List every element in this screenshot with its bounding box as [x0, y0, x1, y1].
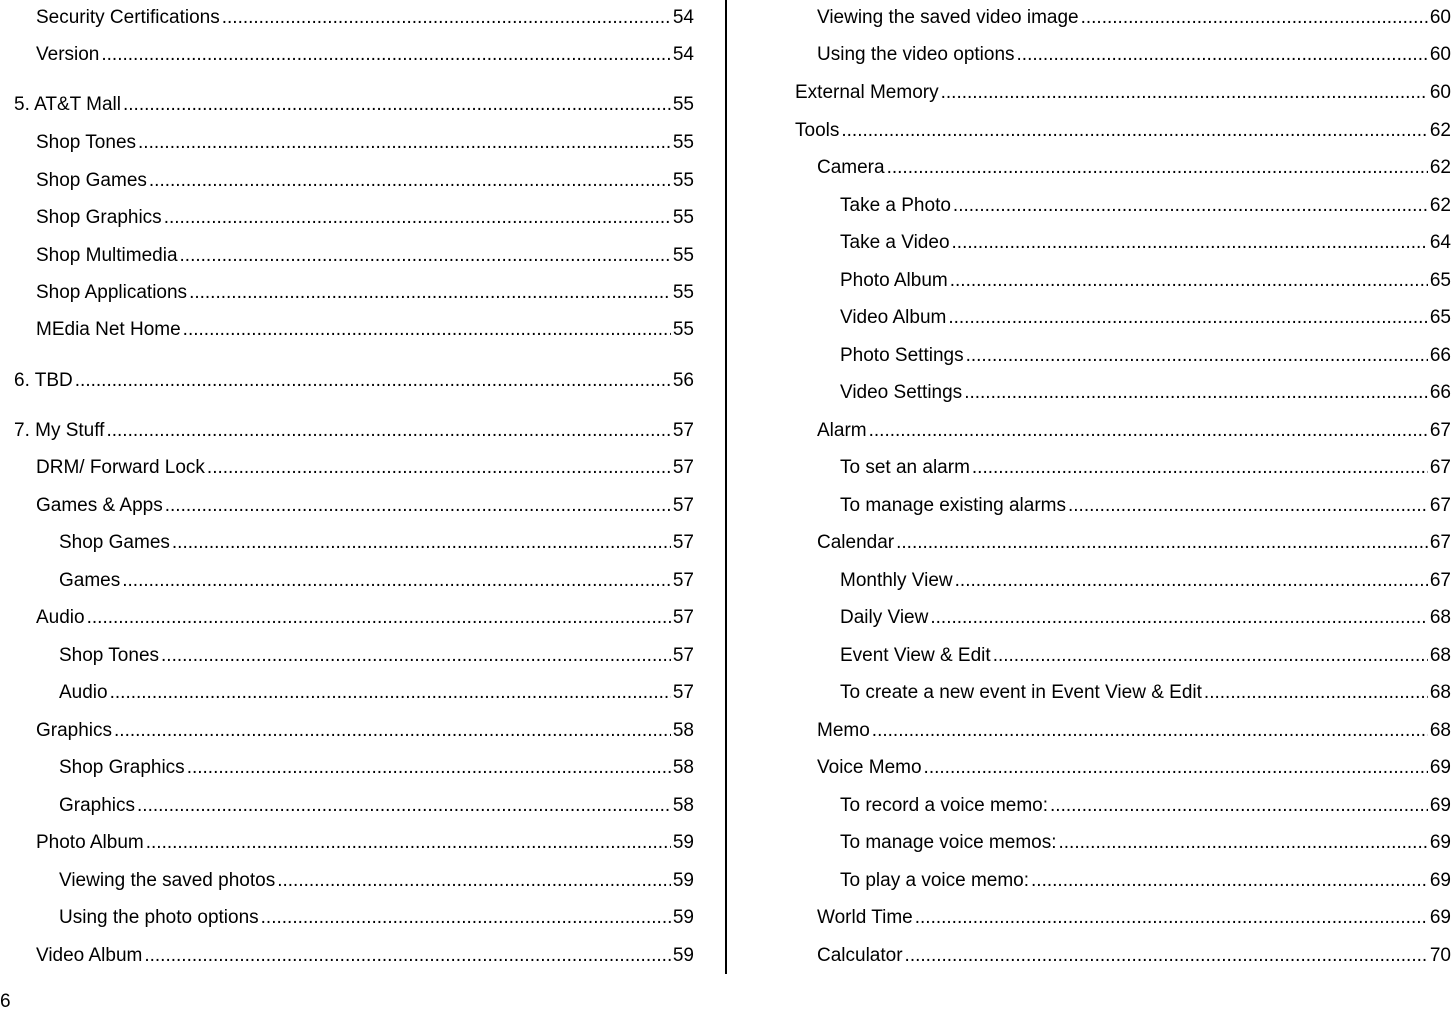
toc-entry-page: 57 — [672, 532, 694, 553]
dot-leader — [187, 755, 671, 781]
dot-leader — [1204, 680, 1428, 706]
toc-entry — [14, 317, 694, 343]
dot-leader — [137, 793, 671, 819]
toc-entry-title: External Memory — [795, 82, 939, 103]
toc-entry-title: Graphics — [59, 795, 136, 816]
dot-leader — [950, 268, 1428, 294]
toc-entry — [14, 130, 694, 156]
toc-entry — [795, 493, 1451, 519]
dot-leader — [165, 493, 671, 519]
toc-entry — [14, 92, 694, 118]
toc-entry — [14, 793, 694, 819]
toc-entry — [14, 5, 694, 31]
toc-entry-page: 55 — [672, 245, 694, 266]
toc-entry — [795, 568, 1451, 594]
toc-entry — [795, 268, 1451, 294]
toc-entry — [795, 680, 1451, 706]
toc-entry — [795, 418, 1451, 444]
dot-leader — [915, 905, 1428, 931]
toc-entry-page: 57 — [672, 495, 694, 516]
toc-entry — [14, 605, 694, 631]
toc-entry-page: 60 — [1429, 7, 1451, 28]
toc-entry-title: Photo Album — [840, 270, 948, 291]
toc-entry-page: 54 — [672, 44, 694, 65]
toc-entry-page: 55 — [672, 319, 694, 340]
toc-entry — [795, 530, 1451, 556]
toc-entry-title: DRM/ Forward Lock — [36, 457, 205, 478]
toc-entry-title: Using the photo options — [59, 907, 259, 928]
toc-entry-page: 57 — [672, 645, 694, 666]
dot-leader — [924, 755, 1428, 781]
toc-entry — [795, 455, 1451, 481]
dot-leader — [207, 455, 671, 481]
toc-entry-page: 59 — [672, 832, 694, 853]
dot-leader — [161, 643, 671, 669]
toc-entry-title: Calendar — [817, 532, 895, 553]
dot-leader — [1031, 868, 1428, 894]
dot-leader — [123, 92, 671, 118]
dot-leader — [1059, 830, 1428, 856]
toc-entry-title: Graphics — [36, 720, 113, 741]
toc-entry — [14, 530, 694, 556]
toc-entry-title: To create a new event in Event View & Edit — [840, 682, 1202, 703]
toc-entry-title: 7. My Stuff — [14, 420, 105, 441]
toc-entry-title: Shop Applications — [36, 282, 188, 303]
toc-entry-page: 55 — [672, 94, 694, 115]
toc-entry-page: 65 — [1429, 307, 1451, 328]
toc-entry-title: To set an alarm — [840, 457, 970, 478]
dot-leader — [261, 905, 671, 931]
toc-entry-title: Viewing the saved video image — [817, 7, 1079, 28]
dot-leader — [1081, 5, 1428, 31]
toc-entry — [795, 155, 1451, 181]
toc-entry — [795, 718, 1451, 744]
toc-entry-page: 57 — [672, 570, 694, 591]
toc-entry-title: Version — [36, 44, 100, 65]
toc-entry — [14, 868, 694, 894]
toc-entry-page: 62 — [1429, 157, 1451, 178]
toc-entry — [14, 205, 694, 231]
column-divider — [725, 0, 727, 974]
toc-entry-title: Video Settings — [840, 382, 963, 403]
toc-entry-page: 59 — [672, 870, 694, 891]
toc-entry-title: Shop Tones — [59, 645, 160, 666]
toc-entry-title: Alarm — [817, 420, 867, 441]
toc-entry — [14, 168, 694, 194]
toc-entry — [795, 380, 1451, 406]
toc-entry — [14, 568, 694, 594]
toc-entry — [14, 643, 694, 669]
toc-entry-title: 6. TBD — [14, 370, 73, 391]
toc-entry-title: Viewing the saved photos — [59, 870, 276, 891]
toc-entry — [795, 868, 1451, 894]
toc-entry-title: To play a voice memo: — [840, 870, 1030, 891]
toc-entry-page: 69 — [1429, 757, 1451, 778]
toc-entry-title: 5. AT&T Mall — [14, 94, 121, 115]
toc-entry-page: 68 — [1429, 682, 1451, 703]
toc-entry-title: Using the video options — [817, 44, 1015, 65]
dot-leader — [887, 155, 1428, 181]
toc-entry-title: Shop Graphics — [36, 207, 162, 228]
toc-entry — [14, 830, 694, 856]
toc-entry-title: Security Certifications — [36, 7, 220, 28]
toc-entry-title: Take a Photo — [840, 195, 951, 216]
toc-entry-page: 62 — [1429, 120, 1451, 141]
toc-entry-title: MEdia Net Home — [36, 319, 181, 340]
toc-entry — [795, 643, 1451, 669]
dot-leader — [930, 605, 1428, 631]
toc-entry-title: Audio — [59, 682, 108, 703]
toc-entry — [14, 418, 694, 444]
toc-entry-page: 59 — [672, 907, 694, 928]
dot-leader — [964, 380, 1428, 406]
toc-entry — [795, 605, 1451, 631]
toc-entry — [795, 793, 1451, 819]
toc-entry-page: 68 — [1429, 607, 1451, 628]
dot-leader — [189, 280, 671, 306]
dot-leader — [896, 530, 1428, 556]
toc-entry-page: 59 — [672, 945, 694, 966]
toc-entry — [795, 42, 1451, 68]
toc-entry-page: 67 — [1429, 420, 1451, 441]
toc-entry-title: Camera — [817, 157, 885, 178]
toc-entry-page: 69 — [1429, 907, 1451, 928]
dot-leader — [972, 455, 1428, 481]
toc-entry — [795, 305, 1451, 331]
dot-leader — [122, 568, 671, 594]
dot-leader — [905, 943, 1428, 969]
toc-entry — [14, 280, 694, 306]
toc-entry-page: 67 — [1429, 532, 1451, 553]
toc-entry-title: Photo Settings — [840, 345, 964, 366]
dot-leader — [180, 243, 671, 269]
toc-entry-page: 55 — [672, 207, 694, 228]
dot-leader — [948, 305, 1428, 331]
toc-entry-title: Video Album — [36, 945, 143, 966]
toc-entry-title: Take a Video — [840, 232, 950, 253]
dot-leader — [144, 943, 671, 969]
toc-entry-title: Daily View — [840, 607, 929, 628]
dot-leader — [87, 605, 671, 631]
dot-leader — [277, 868, 671, 894]
toc-entry — [14, 243, 694, 269]
dot-leader — [869, 418, 1428, 444]
toc-entry-title: Games — [59, 570, 121, 591]
toc-entry-page: 57 — [672, 607, 694, 628]
toc-entry-page: 58 — [672, 795, 694, 816]
toc-entry-title: World Time — [817, 907, 913, 928]
toc-entry-title: Voice Memo — [817, 757, 922, 778]
toc-entry-page: 56 — [672, 370, 694, 391]
toc-entry-page: 70 — [1429, 945, 1451, 966]
toc-entry-page: 55 — [672, 132, 694, 153]
toc-entry-title: Event View & Edit — [840, 645, 991, 666]
toc-entry-page: 57 — [672, 457, 694, 478]
toc-entry — [14, 455, 694, 481]
dot-leader — [1017, 42, 1428, 68]
dot-leader — [172, 530, 671, 556]
toc-entry — [795, 80, 1451, 106]
toc-entry — [14, 905, 694, 931]
toc-entry-page: 54 — [672, 7, 694, 28]
toc-entry-page: 66 — [1429, 382, 1451, 403]
toc-entry — [795, 943, 1451, 969]
toc-entry-title: Monthly View — [840, 570, 953, 591]
toc-entry-page: 68 — [1429, 645, 1451, 666]
dot-leader — [941, 80, 1428, 106]
dot-leader — [841, 118, 1428, 144]
dot-leader — [101, 42, 670, 68]
toc-entry-page: 69 — [1429, 870, 1451, 891]
toc-entry — [14, 943, 694, 969]
toc-entry-title: Games & Apps — [36, 495, 163, 516]
toc-entry-page: 58 — [672, 757, 694, 778]
toc-entry-title: To manage existing alarms — [840, 495, 1066, 516]
toc-entry — [795, 118, 1451, 144]
toc-entry — [795, 193, 1451, 219]
toc-entry-page: 69 — [1429, 832, 1451, 853]
toc-entry-page: 60 — [1429, 44, 1451, 65]
toc-entry-page: 67 — [1429, 570, 1451, 591]
dot-leader — [222, 5, 671, 31]
toc-entry-page: 67 — [1429, 457, 1451, 478]
dot-leader — [110, 680, 671, 706]
toc-entry — [14, 368, 694, 394]
dot-leader — [955, 568, 1428, 594]
toc-entry-title: Shop Tones — [36, 132, 137, 153]
dot-leader — [146, 830, 671, 856]
toc-entry-title: Memo — [817, 720, 870, 741]
dot-leader — [1050, 793, 1428, 819]
toc-entry — [14, 42, 694, 68]
dot-leader — [164, 205, 671, 231]
toc-entry-title: Video Album — [840, 307, 947, 328]
toc-entry — [795, 343, 1451, 369]
toc-entry-page: 69 — [1429, 795, 1451, 816]
toc-entry-page: 55 — [672, 170, 694, 191]
toc-entry-title: Audio — [36, 607, 85, 628]
toc-entry — [795, 830, 1451, 856]
toc-entry — [14, 718, 694, 744]
dot-leader — [993, 643, 1428, 669]
page-number: 6 — [0, 991, 11, 1012]
dot-leader — [114, 718, 671, 744]
dot-leader — [953, 193, 1428, 219]
dot-leader — [106, 418, 670, 444]
toc-entry-page: 64 — [1429, 232, 1451, 253]
toc-entry-page: 67 — [1429, 495, 1451, 516]
dot-leader — [183, 317, 671, 343]
toc-entry — [14, 493, 694, 519]
toc-entry-title: Shop Games — [36, 170, 147, 191]
toc-entry-title: Shop Graphics — [59, 757, 185, 778]
toc-entry-title: Shop Multimedia — [36, 245, 178, 266]
toc-entry-title: To manage voice memos: — [840, 832, 1057, 853]
toc-entry-page: 57 — [672, 682, 694, 703]
dot-leader — [872, 718, 1428, 744]
toc-entry-title: Tools — [795, 120, 840, 141]
dot-leader — [138, 130, 671, 156]
toc-entry — [14, 680, 694, 706]
toc-entry-page: 58 — [672, 720, 694, 741]
dot-leader — [952, 230, 1428, 256]
toc-entry-page: 62 — [1429, 195, 1451, 216]
toc-entry — [795, 230, 1451, 256]
toc-entry-page: 65 — [1429, 270, 1451, 291]
toc-entry — [795, 5, 1451, 31]
toc-entry-title: To record a voice memo: — [840, 795, 1049, 816]
dot-leader — [149, 168, 671, 194]
toc-entry — [795, 905, 1451, 931]
toc-entry-page: 55 — [672, 282, 694, 303]
dot-leader — [966, 343, 1428, 369]
toc-entry-page: 68 — [1429, 720, 1451, 741]
dot-leader — [75, 368, 671, 394]
toc-entry-title: Photo Album — [36, 832, 144, 853]
toc-entry-title: Shop Games — [59, 532, 170, 553]
toc-entry — [14, 755, 694, 781]
toc-entry-page: 57 — [672, 420, 694, 441]
toc-entry-page: 60 — [1429, 82, 1451, 103]
toc-entry-page: 66 — [1429, 345, 1451, 366]
dot-leader — [1068, 493, 1428, 519]
toc-entry — [795, 755, 1451, 781]
toc-entry-title: Calculator — [817, 945, 903, 966]
